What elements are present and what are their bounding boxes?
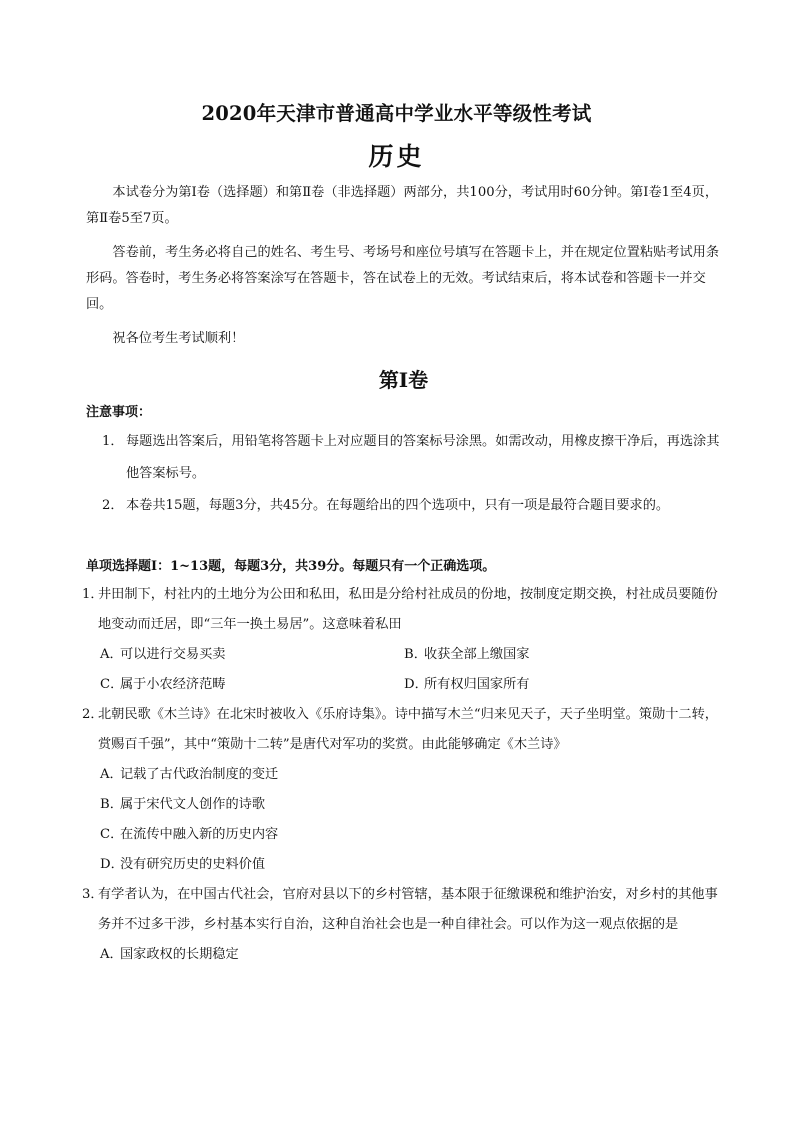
question-stem: 有学者认为，在中国古代社会，官府对县以下的乡村管辖，基本限于征缴课税和维护治安，对乡村的其他事务并不过多干涉，乡村基本实行自治，这种自治社会也是一种自律社会。可以作为这一观点依据的是	[98, 887, 718, 932]
question-stem: 井田制下，村社内的土地分为公田和私田，私田是分给村社成员的份地，按制度定期交换，村社成员要随份地变动而迁居，即“三年一换土易居”。这意味着私田	[98, 587, 718, 632]
option-label: A．	[100, 947, 123, 962]
option-label: C．	[100, 677, 124, 692]
option-b	[86, 790, 721, 820]
note-number: 2．	[102, 498, 124, 513]
option-text: 属于宋代文人创作的诗歌	[120, 797, 266, 812]
option-label: B．	[404, 647, 427, 662]
option-text: 收获全部上缴国家	[424, 647, 530, 662]
option-c	[100, 670, 404, 700]
exam-title: 2020年天津市普通高中学业水平等级性考试	[201, 102, 592, 125]
option-text: 没有研究历史的史料价值	[120, 857, 266, 872]
question-3	[82, 880, 721, 940]
intro-paragraph-1: 本试卷分为第Ⅰ卷（选择题）和第Ⅱ卷（非选择题）两部分，共100分，考试用时60分钟。第Ⅰ卷1至4页，第Ⅱ卷5至7页。	[86, 185, 719, 226]
option-label: D．	[404, 677, 428, 692]
option-text: 记载了古代政治制度的变迁	[120, 767, 279, 782]
option-a	[100, 640, 404, 670]
note-text: 本卷共15题，每题3分，共45分。在每题给出的四个选项中，只有一项是最符合题目要求的。	[126, 498, 670, 513]
option-row	[86, 670, 721, 700]
option-c	[86, 820, 721, 850]
intro-paragraph-2: 答卷前，考生务必将自己的姓名、考生号、考场号和座位号填写在答题卡上，并在规定位置粘贴考试用条形码。答卷时，考生务必将答案涂写在答题卡，答在试卷上的无效。考试结束后，将本试卷和答题卡一并交回。	[86, 245, 720, 312]
question-number: 3．	[82, 887, 104, 902]
intro-paragraph-3: 祝各位考生考试顺利！	[112, 331, 245, 346]
question-number: 1．	[82, 587, 104, 602]
question-1	[82, 580, 721, 640]
option-text: 可以进行交易买卖	[120, 647, 226, 662]
option-label: C．	[100, 827, 124, 842]
option-label: B．	[100, 797, 123, 812]
option-row	[86, 640, 721, 670]
option-text: 所有权归国家所有	[424, 677, 530, 692]
question-2	[82, 700, 721, 760]
mc-heading: 单项选择题Ⅰ：1~13题，每题3分，共39分。每题只有一个正确选项。	[86, 559, 496, 574]
exam-body	[82, 180, 721, 970]
question-number: 2．	[82, 707, 104, 722]
note-text: 每题选出答案后，用铅笔将答题卡上对应题目的答案标号涂黑。如需改动，用橡皮擦干净后，再选涂其他答案标号。	[126, 434, 720, 481]
option-d	[86, 850, 721, 880]
note-item	[86, 426, 721, 490]
option-label: D．	[100, 857, 124, 872]
option-text: 属于小农经济范畴	[120, 677, 226, 692]
option-a	[86, 940, 721, 970]
subject-title: 历史	[368, 142, 425, 171]
section-title: 第Ⅰ卷	[378, 368, 429, 392]
option-d	[404, 670, 708, 700]
note-number: 1．	[102, 434, 124, 449]
option-text: 国家政权的长期稳定	[120, 947, 239, 962]
option-label: A．	[100, 647, 123, 662]
option-a	[86, 760, 721, 790]
option-label: A．	[100, 767, 123, 782]
option-b	[404, 640, 708, 670]
option-text: 在流传中融入新的历史内容	[120, 827, 279, 842]
note-item	[86, 490, 721, 522]
question-stem: 北朝民歌《木兰诗》在北宋时被收入《乐府诗集》。诗中描写木兰“归来见天子，天子坐明堂。策勋十二转，赏赐百千强”，其中“策勋十二转”是唐代对军功的奖赏。由此能够确定《木兰诗》	[98, 707, 718, 752]
notes-heading: 注意事项：	[86, 405, 152, 420]
